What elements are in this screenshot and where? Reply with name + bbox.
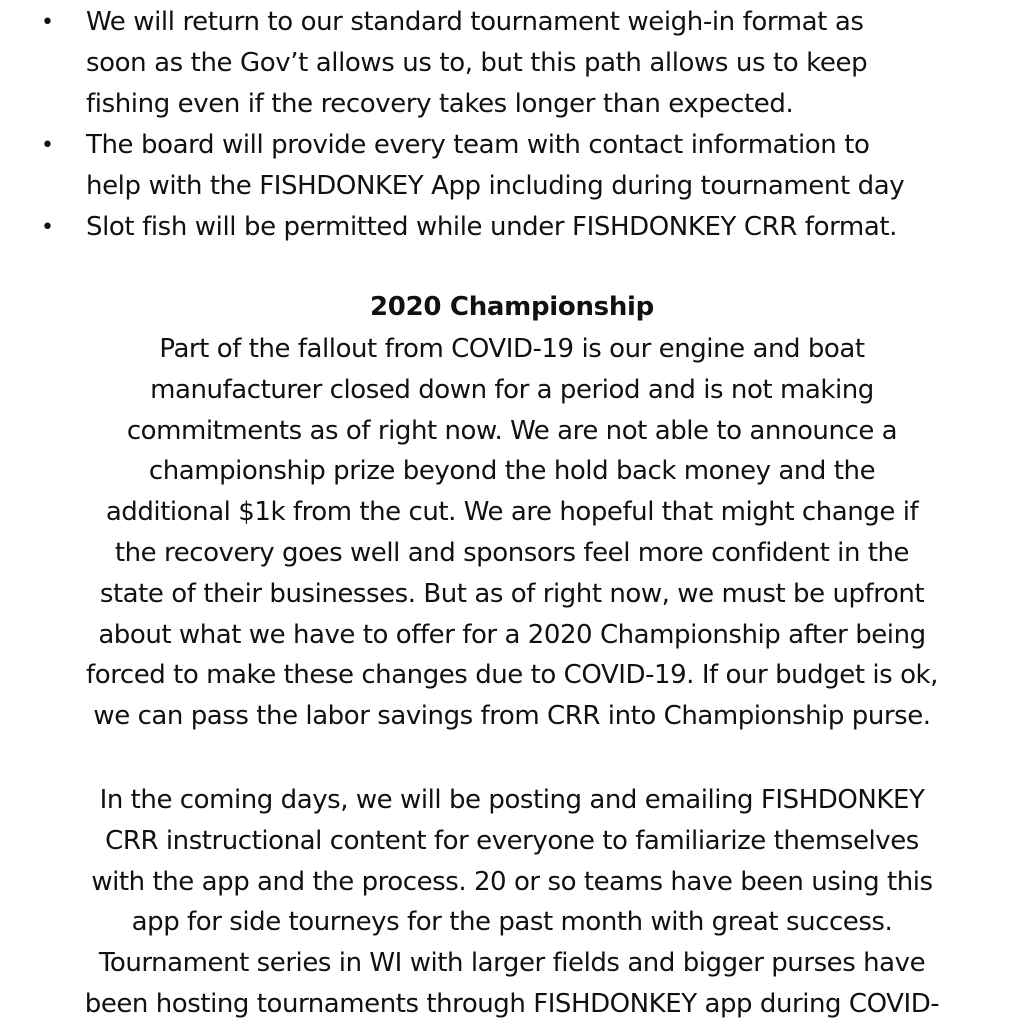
bullet-text-line: fishing even if the recovery takes longer than expected.	[86, 89, 794, 119]
paragraph-line: manufacturer closed down for a period and is not making	[150, 374, 874, 405]
instructional-paragraph	[0, 780, 1024, 1024]
paragraph-line: In the coming days, we will be posting and emailing FISHDONKEY	[99, 785, 925, 815]
paragraph-line: CRR instructional content for everyone to familiarize themselves	[105, 825, 919, 856]
bullet-text-line: The board will provide every team with contact information to	[86, 130, 870, 160]
bullet-dot-icon: •	[41, 10, 54, 35]
paragraph-line: Part of the fallout from COVID-19 is our engine and boat	[159, 334, 865, 364]
paragraph-line: commitments as of right now. We are not able to announce a	[126, 415, 898, 446]
paragraph-line: Tournament series in WI with larger fields and bigger purses have	[98, 948, 926, 979]
bullet-item	[0, 207, 1024, 248]
paragraph-line: forced to make these changes due to COVID-19. If our budget is ok,	[86, 660, 938, 691]
bullet-text-line: soon as the Gov’t allows us to, but this path allows us to keep	[86, 48, 868, 78]
bullet-item	[0, 2, 1024, 125]
bullet-dot-icon: •	[41, 215, 54, 240]
paragraph-line: been hosting tournaments through FISHDONKEY app during COVID-	[84, 988, 940, 1019]
bullet-list	[0, 2, 1024, 248]
bullet-text-line: help with the FISHDONKEY App including during tournament day	[86, 171, 905, 201]
paragraph-line: app for side tourneys for the past month with great success.	[131, 907, 893, 938]
bullet-text-line: We will return to our standard tournament weigh-in format as	[86, 7, 864, 37]
championship-paragraph	[0, 329, 1024, 737]
bullet-dot-icon: •	[41, 133, 54, 158]
paragraph-line: additional $1k from the cut. We are hopeful that might change if	[105, 497, 919, 528]
paragraph-line: the recovery goes well and sponsors feel more confident in the	[114, 537, 910, 568]
paragraph-line: we can pass the labor savings from CRR into Championship purse.	[93, 701, 931, 732]
paragraph-line: with the app and the process. 20 or so teams have been using this	[91, 866, 933, 897]
paragraph-line: state of their businesses. But as of right now, we must be upfront	[99, 578, 925, 609]
bullet-text-line: Slot fish will be permitted while under FISHDONKEY CRR format.	[86, 212, 898, 242]
paragraph-line: championship prize beyond the hold back money and the	[148, 456, 876, 487]
section-title: 2020 Championship	[370, 292, 654, 322]
paragraph-line: about what we have to offer for a 2020 Championship after being	[98, 619, 926, 650]
bullet-item	[0, 125, 1024, 207]
